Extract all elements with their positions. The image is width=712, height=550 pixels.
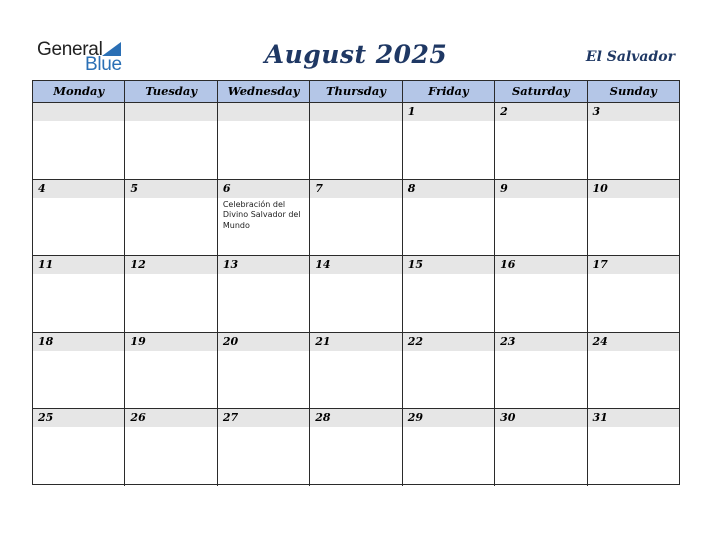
day-cell[interactable] (588, 180, 679, 256)
weekday-header-row (33, 81, 679, 103)
week-row (33, 409, 679, 486)
day-cell[interactable] (310, 256, 402, 332)
day-number: 2 (500, 105, 508, 118)
day-number-bar (218, 103, 309, 121)
day-number: 23 (500, 334, 516, 348)
logo-general-text: General (37, 39, 103, 60)
day-cell[interactable] (33, 333, 125, 409)
weekday-friday: Friday (403, 81, 495, 102)
day-cell[interactable] (218, 333, 310, 409)
day-number: 9 (500, 181, 508, 195)
day-cell[interactable] (495, 256, 587, 332)
day-cell[interactable] (403, 180, 495, 256)
day-number-bar (495, 103, 586, 121)
day-cell[interactable] (403, 409, 495, 486)
day-cell[interactable] (33, 409, 125, 486)
day-cell[interactable] (403, 256, 495, 332)
day-cell[interactable] (125, 409, 217, 486)
day-number: 21 (315, 334, 331, 348)
weekday-tuesday: Tuesday (125, 81, 217, 102)
day-cell[interactable] (588, 103, 679, 179)
day-cell[interactable] (218, 103, 310, 179)
day-number: 30 (500, 411, 516, 425)
weekday-wednesday: Wednesday (218, 81, 310, 102)
day-number-bar (33, 103, 124, 121)
day-cell[interactable] (310, 333, 402, 409)
day-number-bar (125, 103, 216, 121)
day-number: 7 (315, 181, 323, 195)
day-cell[interactable] (588, 256, 679, 332)
logo-blue-text: Blue (85, 54, 122, 75)
day-number-bar (125, 180, 216, 198)
day-cell[interactable] (588, 333, 679, 409)
day-number-bar (33, 180, 124, 198)
day-cell[interactable] (125, 333, 217, 409)
page-title: August 2025 (264, 40, 448, 69)
day-cell[interactable] (33, 256, 125, 332)
day-number: 25 (38, 411, 54, 425)
day-number-bar (495, 180, 586, 198)
day-cell[interactable] (403, 103, 495, 179)
weekday-thursday: Thursday (310, 81, 402, 102)
day-number-bar (403, 180, 494, 198)
day-number-bar (403, 103, 494, 121)
day-number: 16 (500, 258, 516, 272)
day-number: 12 (130, 258, 146, 272)
day-cell[interactable] (125, 103, 217, 179)
day-cell[interactable] (495, 103, 587, 179)
day-cell[interactable] (310, 180, 402, 256)
day-cell[interactable] (33, 180, 125, 256)
day-cell[interactable] (125, 256, 217, 332)
holiday-event: Celebración del Divino Salvador del Mundo (222, 199, 301, 230)
day-number: 24 (592, 334, 608, 348)
day-number: 20 (222, 334, 239, 348)
day-number: 3 (592, 105, 601, 118)
day-number: 4 (38, 181, 46, 195)
day-cell[interactable] (218, 256, 310, 332)
weekday-monday: Monday (33, 81, 125, 102)
weeks-container (33, 103, 679, 486)
day-number-bar (588, 103, 679, 121)
weekday-saturday: Saturday (495, 81, 587, 102)
day-number: 11 (38, 258, 54, 272)
day-number: 17 (592, 258, 608, 272)
day-cell[interactable] (403, 333, 495, 409)
week-row (33, 180, 679, 257)
day-number: 26 (130, 411, 146, 425)
day-number: 31 (592, 411, 608, 425)
day-cell[interactable] (310, 409, 402, 486)
day-cell[interactable] (33, 103, 125, 179)
day-number: 6 (222, 181, 231, 195)
day-number: 10 (592, 181, 608, 195)
day-cell[interactable] (495, 180, 587, 256)
day-number-bar (310, 103, 401, 121)
week-row (33, 256, 679, 333)
day-number: 18 (38, 334, 54, 348)
day-cell[interactable] (218, 180, 310, 256)
day-number: 15 (407, 258, 423, 272)
week-row (33, 333, 679, 410)
day-number: 8 (407, 181, 416, 195)
day-cell[interactable] (218, 409, 310, 486)
day-number: 14 (315, 258, 331, 272)
day-cell[interactable] (310, 103, 402, 179)
country-label: El Salvador (585, 49, 675, 65)
day-number: 13 (222, 258, 239, 272)
day-cell[interactable] (495, 333, 587, 409)
day-number: 28 (315, 411, 331, 425)
weekday-sunday: Sunday (609, 84, 657, 98)
day-number-bar (218, 180, 309, 198)
day-number: 5 (130, 181, 139, 195)
day-number: 22 (407, 334, 423, 348)
day-number: 29 (407, 411, 423, 425)
day-number: 1 (407, 105, 416, 118)
calendar-grid (32, 80, 680, 485)
day-cell[interactable] (125, 180, 217, 256)
day-number: 27 (222, 411, 239, 425)
day-number: 19 (130, 334, 146, 348)
day-cell[interactable] (588, 409, 679, 486)
day-cell[interactable] (495, 409, 587, 486)
week-row (33, 103, 679, 180)
day-number-bar (310, 180, 401, 198)
